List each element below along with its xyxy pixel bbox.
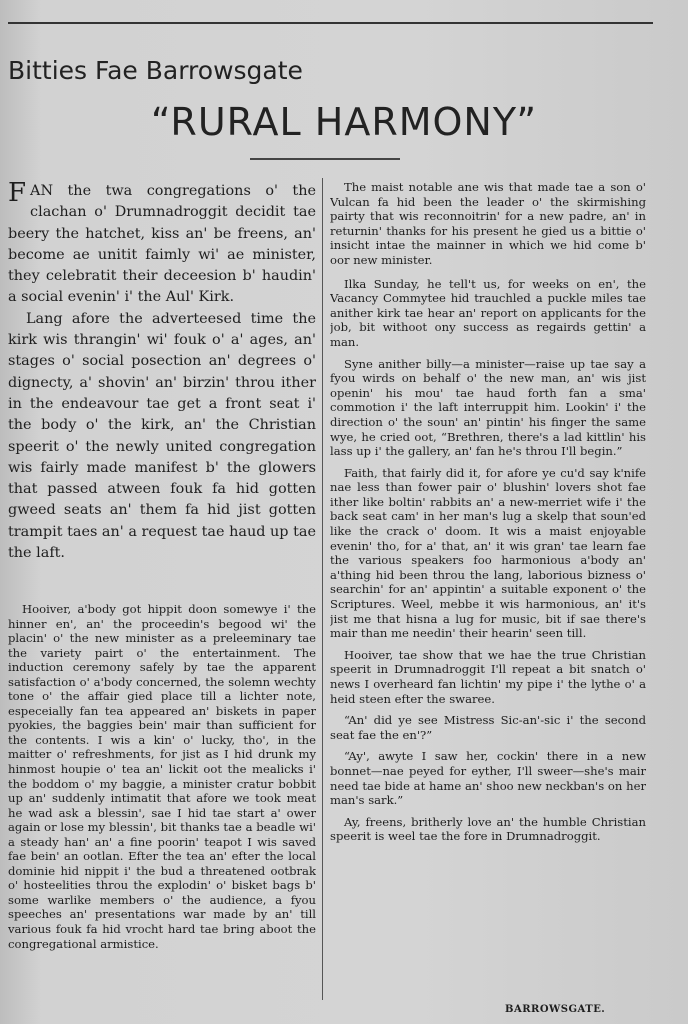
intro-paragraph	[8, 181, 316, 309]
left-column-lead	[8, 181, 316, 601]
right-paragraph: The maist notable ane wis that made tae a son o' Vulcan fa hid been the leader o' the skirmishing pairty that wis reconnoitrin' for a new padre, an' in returnin' thanks for his present he gied us a bittie o' insicht intae the mainner in which we hid come b' oor new minister.	[330, 180, 646, 267]
right-paragraph: Ilka Sunday, he tell't us, for weeks on en', the Vacancy Commytee hid trauchled a puckle miles tae anither kirk tae hear an' report on applicants for the job, bit withoot ony success as regairds gettin' a man.	[330, 276, 646, 349]
column-divider	[322, 178, 323, 1000]
right-paragraph: Syne anither billy—a minister—raise up tae say a fyou wirds on behalf o' the new man, an' wis jist openin' his mou' tae haud forth fan a sma' commotion i' the laft interruppit him. Lookin' i' the direction o' the soun' an' pintin' his finger the same wye, he cried oot, “Brethren, there's a lad kittlin' his lass up i' the gallery, an' fan he's throu I'll begin.”	[330, 356, 646, 459]
paragraph-3: Hooiver, a'body got hippit doon somewye i' the hinner en', an' the proceedin's begood wi' the placin' o' the new minister as a preleeminary tae the variety pairt o' the entertainment. The induction ceremony safely by tae the apparent satisfaction o' a'body concerned, the solemn wechty tone o' the affair gied place till a lichter note, especeially fan tea appeared an' biskets in paper pyokies, the baggies bein' mair than sufficient for the contents. I wis a kin' o' lucky, tho', in the maitter o' refreshments, for jist as I hid drunk my hinmost houpie o' tea an' lickit oot the mealicks i' the boddom o' my baggie, a minister cratur bobbit up an' suddenly intimatit that afore we took meat he wad ask a blessin', sae I hid tae start a' ower again or lose my blessin', bit thanks tae a beadle wi' a steady han' an' a fine poorin' teapot I wis saved fae bein' an ootlan. Efter the tea an' efter the local dominie hid nippit i' the bud a threatened ootbrak o' hosteelities throu the explodin' o' bisket bags b' some warlike members o' the audience, a fyou speeches an' presentations war made by an' till various fouk fa hid vrocht hard tae bring aboot the congregational armistice.	[8, 602, 316, 951]
right-column	[330, 180, 646, 990]
paragraph-2: Lang afore the adverteesed time the kirk wis thrangin' wi' fouk o' a' ages, an' stages o' social posection an' degrees o' dignecty, a' shovin' an' birzin' throu ither in the endeavour tae get a front seat i' the body o' the kirk, an' the Christian speerit o' the newly united congregation wis fairly made manifest b' the glowers that passed atween fouk fa hid gotten gweed seats an' them fa hid jist gotten trampit taes an' a request tae haud up tae the laft.	[8, 310, 316, 562]
top-rule	[8, 22, 653, 24]
author-signature: BARROWSGATE.	[505, 1004, 606, 1015]
headline: “RURAL HARMONY”	[150, 100, 538, 144]
column-kicker: Bitties Fae Barrowsgate	[8, 56, 303, 85]
right-paragraph: Hooiver, tae show that we hae the true Christian speerit in Drumnadroggit I'll repeat a bit snatch o' news I overheard fan lichtin' my pipe i' the lythe o' a heid steen efter the swaree.	[330, 647, 646, 706]
intro-text: AN the twa congregations o' the clachan o' Drumnadroggit decidit tae beery the hatchet, kiss an' be freens, an' become ae unitit faimly wi' ae minister, they celebratit their deceesion b' haudin' a social evenin' i' the Aul' Kirk.	[8, 183, 316, 306]
right-paragraph: “An' did ye see Mistress Sic-an'-sic i' the second seat fae the en'?”	[330, 713, 646, 742]
right-paragraph: Ay, freens, britherly love an' the humble Christian speerit is weel tae the fore in Drumnadroggit.	[330, 814, 646, 844]
left-column-body	[8, 602, 316, 1008]
right-paragraph: “Ay', awyte I saw her, cockin' there in a new bonnet—nae peyed for eyther, I'll sweer—she's mair need tae bide at hame an' shoo new neckban's on her man's sark.”	[330, 749, 646, 808]
headline-rule	[250, 158, 400, 160]
right-paragraph: Faith, that fairly did it, for afore ye cu'd say k'nife nae less than fower pair o' blushin' lovers shot fae ither like boltin' rabbits an' a new-merriet wife i' the back seat cam' in her man's lug a skelp that soun'ed like the crack o' doom. It wis a maist enjoyable evenin' tho, for a' that, an' it wis gran' tae learn fae the various speakers foo harmonious a'body an' a'thing hid been throu the lang, laborious bizness o' searchin' for an' appintin' a suitable exponent o' the Scriptures. Weel, mebbe it wis harmonious, an' it's jist me that hisna a lug for music, bit if sae there's mair than me needin' their hearin' seen till.	[330, 465, 646, 641]
drop-cap: F	[8, 181, 27, 208]
